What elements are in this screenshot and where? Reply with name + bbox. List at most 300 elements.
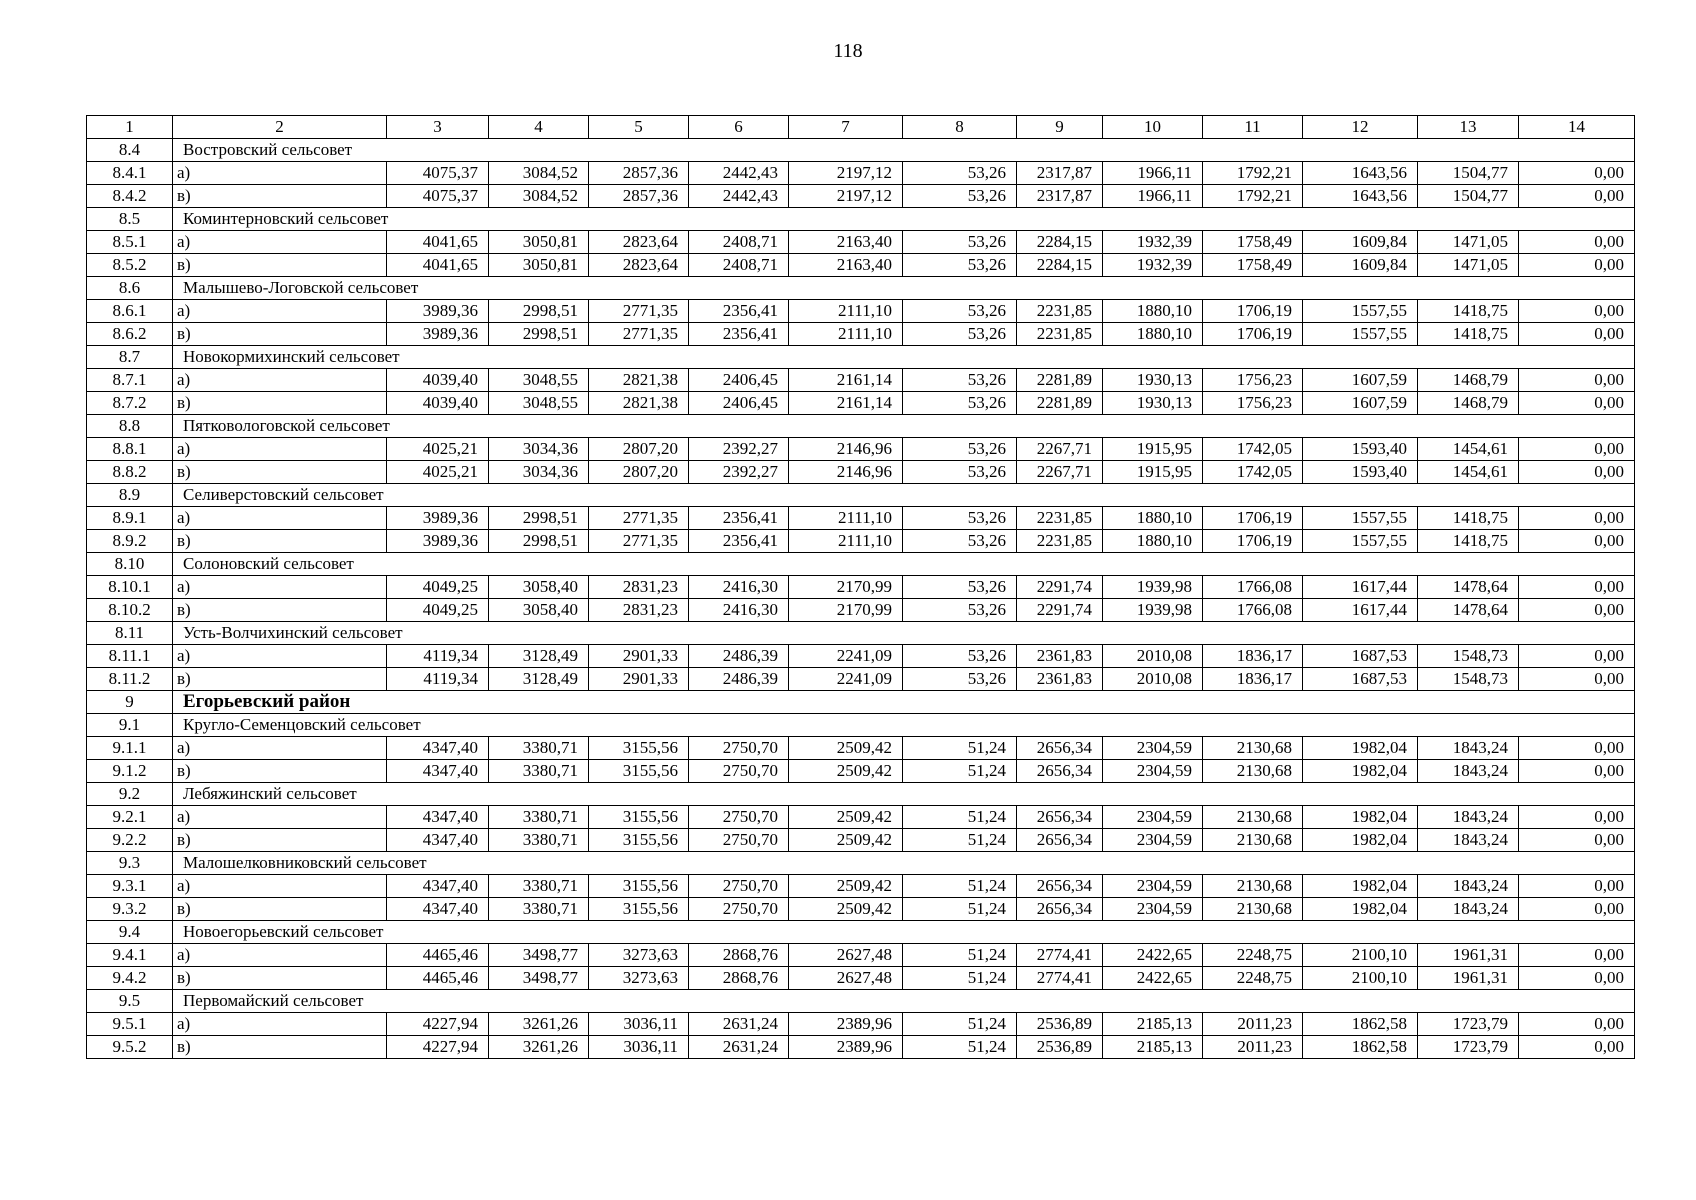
value-cell: 2406,45: [689, 392, 789, 415]
value-cell: 0,00: [1519, 162, 1635, 185]
settlement-row: [87, 139, 1635, 162]
value-cell: 3380,71: [489, 829, 589, 852]
value-cell: 2631,24: [689, 1013, 789, 1036]
value-cell: 2130,68: [1203, 806, 1303, 829]
table-row: [87, 1013, 1635, 1036]
value-cell: 2392,27: [689, 461, 789, 484]
value-cell: 3084,52: [489, 162, 589, 185]
value-cell: 3273,63: [589, 944, 689, 967]
value-cell: 2304,59: [1103, 737, 1203, 760]
row-code-cell: 9.1.2: [87, 760, 173, 783]
settlement-row: [87, 415, 1635, 438]
settlement-name: Первомайский сельсовет: [173, 990, 1635, 1013]
value-cell: 2100,10: [1303, 944, 1418, 967]
settlement-row: [87, 277, 1635, 300]
value-cell: 53,26: [903, 438, 1017, 461]
value-cell: 2406,45: [689, 369, 789, 392]
value-cell: 2356,41: [689, 300, 789, 323]
value-cell: 2857,36: [589, 162, 689, 185]
value-cell: 1454,61: [1418, 461, 1519, 484]
row-label-cell: в): [173, 392, 387, 415]
value-cell: 2509,42: [789, 737, 903, 760]
value-cell: 53,26: [903, 599, 1017, 622]
value-cell: 1723,79: [1418, 1036, 1519, 1059]
value-cell: 1609,84: [1303, 231, 1418, 254]
settlement-name: Селиверстовский сельсовет: [173, 484, 1635, 507]
row-code-cell: 8.10: [87, 553, 173, 576]
value-cell: 2509,42: [789, 760, 903, 783]
value-cell: 2130,68: [1203, 760, 1303, 783]
value-cell: 2197,12: [789, 185, 903, 208]
row-label-cell: в): [173, 829, 387, 852]
value-cell: 2750,70: [689, 760, 789, 783]
value-cell: 1758,49: [1203, 231, 1303, 254]
row-code-cell: 8.6.2: [87, 323, 173, 346]
value-cell: 1548,73: [1418, 668, 1519, 691]
value-cell: 1643,56: [1303, 162, 1418, 185]
value-cell: 1880,10: [1103, 323, 1203, 346]
value-cell: 2317,87: [1017, 162, 1103, 185]
value-cell: 3989,36: [387, 300, 489, 323]
value-cell: 2231,85: [1017, 530, 1103, 553]
value-cell: 1756,23: [1203, 369, 1303, 392]
value-cell: 1478,64: [1418, 576, 1519, 599]
value-cell: 1706,19: [1203, 530, 1303, 553]
table-row: [87, 668, 1635, 691]
value-cell: 2284,15: [1017, 231, 1103, 254]
row-label-cell: в): [173, 1036, 387, 1059]
value-cell: 2130,68: [1203, 875, 1303, 898]
table-row: [87, 645, 1635, 668]
settlement-row: [87, 921, 1635, 944]
row-label-cell: в): [173, 530, 387, 553]
value-cell: 2111,10: [789, 530, 903, 553]
value-cell: 2241,09: [789, 645, 903, 668]
value-cell: 2807,20: [589, 461, 689, 484]
value-cell: 1617,44: [1303, 599, 1418, 622]
table-row: [87, 392, 1635, 415]
value-cell: 1706,19: [1203, 323, 1303, 346]
row-code-cell: 9.4.2: [87, 967, 173, 990]
settlement-row: [87, 714, 1635, 737]
value-cell: 2356,41: [689, 323, 789, 346]
value-cell: 2416,30: [689, 599, 789, 622]
row-code-cell: 9.5.2: [87, 1036, 173, 1059]
value-cell: 3050,81: [489, 254, 589, 277]
value-cell: 1915,95: [1103, 438, 1203, 461]
row-code-cell: 9.4: [87, 921, 173, 944]
value-cell: 3155,56: [589, 806, 689, 829]
value-cell: 4025,21: [387, 438, 489, 461]
value-cell: 1418,75: [1418, 507, 1519, 530]
column-number-header: 14: [1519, 116, 1635, 139]
row-label-cell: а): [173, 507, 387, 530]
value-cell: 0,00: [1519, 668, 1635, 691]
value-cell: 1418,75: [1418, 323, 1519, 346]
value-cell: 3380,71: [489, 806, 589, 829]
value-cell: 1609,84: [1303, 254, 1418, 277]
value-cell: 2284,15: [1017, 254, 1103, 277]
value-cell: 2750,70: [689, 875, 789, 898]
value-cell: 3034,36: [489, 438, 589, 461]
value-cell: 1843,24: [1418, 737, 1519, 760]
table-row: [87, 576, 1635, 599]
value-cell: 0,00: [1519, 507, 1635, 530]
value-cell: 1982,04: [1303, 898, 1418, 921]
value-cell: 2823,64: [589, 254, 689, 277]
value-cell: 3498,77: [489, 944, 589, 967]
value-cell: 1930,13: [1103, 369, 1203, 392]
value-cell: 3155,56: [589, 875, 689, 898]
value-cell: 2304,59: [1103, 760, 1203, 783]
row-label-cell: в): [173, 898, 387, 921]
value-cell: 53,26: [903, 507, 1017, 530]
value-cell: 1617,44: [1303, 576, 1418, 599]
row-label-cell: в): [173, 185, 387, 208]
column-number-header: 5: [589, 116, 689, 139]
row-code-cell: 8.9.1: [87, 507, 173, 530]
value-cell: 3989,36: [387, 323, 489, 346]
value-cell: 53,26: [903, 668, 1017, 691]
value-cell: 2831,23: [589, 576, 689, 599]
value-cell: 51,24: [903, 944, 1017, 967]
value-cell: 2656,34: [1017, 829, 1103, 852]
settlement-name: Коминтерновский сельсовет: [173, 208, 1635, 231]
value-cell: 2901,33: [589, 645, 689, 668]
row-code-cell: 9.2.1: [87, 806, 173, 829]
table-row: [87, 898, 1635, 921]
value-cell: 2356,41: [689, 530, 789, 553]
value-cell: 1766,08: [1203, 576, 1303, 599]
value-cell: 2317,87: [1017, 185, 1103, 208]
value-cell: 2536,89: [1017, 1036, 1103, 1059]
settlement-name: Малошелковниковский сельсовет: [173, 852, 1635, 875]
column-number-header: 13: [1418, 116, 1519, 139]
value-cell: 2831,23: [589, 599, 689, 622]
column-number-header: 12: [1303, 116, 1418, 139]
value-cell: 4347,40: [387, 875, 489, 898]
row-label-cell: а): [173, 231, 387, 254]
value-cell: 53,26: [903, 576, 1017, 599]
value-cell: 2111,10: [789, 323, 903, 346]
value-cell: 2267,71: [1017, 461, 1103, 484]
value-cell: 3155,56: [589, 898, 689, 921]
column-number-header: 8: [903, 116, 1017, 139]
value-cell: 2281,89: [1017, 392, 1103, 415]
value-cell: 4347,40: [387, 737, 489, 760]
row-label-cell: а): [173, 438, 387, 461]
value-cell: 2868,76: [689, 944, 789, 967]
value-cell: 3273,63: [589, 967, 689, 990]
value-cell: 2750,70: [689, 898, 789, 921]
row-code-cell: 9.1: [87, 714, 173, 737]
row-label-cell: в): [173, 599, 387, 622]
value-cell: 2774,41: [1017, 967, 1103, 990]
settlement-name: Пятковологовской сельсовет: [173, 415, 1635, 438]
value-cell: 0,00: [1519, 829, 1635, 852]
value-cell: 1471,05: [1418, 231, 1519, 254]
value-cell: 2361,83: [1017, 668, 1103, 691]
value-cell: 2857,36: [589, 185, 689, 208]
value-cell: 3261,26: [489, 1013, 589, 1036]
value-cell: 2170,99: [789, 599, 903, 622]
row-code-cell: 8.11.1: [87, 645, 173, 668]
value-cell: 51,24: [903, 737, 1017, 760]
value-cell: 3128,49: [489, 645, 589, 668]
value-cell: 2197,12: [789, 162, 903, 185]
value-cell: 0,00: [1519, 461, 1635, 484]
value-cell: 1843,24: [1418, 898, 1519, 921]
value-cell: 1478,64: [1418, 599, 1519, 622]
value-cell: 4041,65: [387, 254, 489, 277]
value-cell: 2161,14: [789, 369, 903, 392]
value-cell: 0,00: [1519, 1013, 1635, 1036]
value-cell: 2291,74: [1017, 599, 1103, 622]
value-cell: 0,00: [1519, 438, 1635, 461]
value-cell: 1982,04: [1303, 875, 1418, 898]
value-cell: 53,26: [903, 530, 1017, 553]
value-cell: 0,00: [1519, 530, 1635, 553]
value-cell: 2656,34: [1017, 898, 1103, 921]
table-row: [87, 300, 1635, 323]
value-cell: 2536,89: [1017, 1013, 1103, 1036]
table-row: [87, 944, 1635, 967]
value-cell: 51,24: [903, 898, 1017, 921]
table-row: [87, 530, 1635, 553]
value-cell: 3261,26: [489, 1036, 589, 1059]
table-row: [87, 875, 1635, 898]
row-code-cell: 9.5: [87, 990, 173, 1013]
value-cell: 1706,19: [1203, 507, 1303, 530]
column-number-header: 4: [489, 116, 589, 139]
row-code-cell: 9.2: [87, 783, 173, 806]
value-cell: 0,00: [1519, 231, 1635, 254]
value-cell: 2304,59: [1103, 875, 1203, 898]
row-code-cell: 8.9.2: [87, 530, 173, 553]
value-cell: 1836,17: [1203, 668, 1303, 691]
row-label-cell: в): [173, 323, 387, 346]
value-cell: 1961,31: [1418, 967, 1519, 990]
value-cell: 4049,25: [387, 576, 489, 599]
value-cell: 2163,40: [789, 254, 903, 277]
column-number-header: 10: [1103, 116, 1203, 139]
settlement-row: [87, 990, 1635, 1013]
value-cell: 2509,42: [789, 875, 903, 898]
value-cell: 2304,59: [1103, 898, 1203, 921]
value-cell: 0,00: [1519, 806, 1635, 829]
value-cell: 1843,24: [1418, 806, 1519, 829]
value-cell: 2771,35: [589, 323, 689, 346]
value-cell: 1593,40: [1303, 438, 1418, 461]
value-cell: 3084,52: [489, 185, 589, 208]
value-cell: 1880,10: [1103, 300, 1203, 323]
value-cell: 2248,75: [1203, 944, 1303, 967]
row-code-cell: 8.8.2: [87, 461, 173, 484]
value-cell: 1557,55: [1303, 323, 1418, 346]
value-cell: 0,00: [1519, 1036, 1635, 1059]
table-row: [87, 369, 1635, 392]
value-cell: 1643,56: [1303, 185, 1418, 208]
value-cell: 3380,71: [489, 737, 589, 760]
table-row: [87, 1036, 1635, 1059]
value-cell: 3380,71: [489, 898, 589, 921]
value-cell: 2389,96: [789, 1013, 903, 1036]
settlement-name: Солоновский сельсовет: [173, 553, 1635, 576]
value-cell: 3036,11: [589, 1036, 689, 1059]
value-cell: 51,24: [903, 1013, 1017, 1036]
value-cell: 1915,95: [1103, 461, 1203, 484]
value-cell: 1504,77: [1418, 185, 1519, 208]
value-cell: 2267,71: [1017, 438, 1103, 461]
value-cell: 3058,40: [489, 576, 589, 599]
settlement-row: [87, 346, 1635, 369]
value-cell: 2627,48: [789, 944, 903, 967]
value-cell: 2146,96: [789, 438, 903, 461]
value-cell: 0,00: [1519, 323, 1635, 346]
value-cell: 53,26: [903, 231, 1017, 254]
value-cell: 2750,70: [689, 829, 789, 852]
row-code-cell: 8.4.2: [87, 185, 173, 208]
settlement-row: [87, 208, 1635, 231]
value-cell: 2627,48: [789, 967, 903, 990]
value-cell: 2998,51: [489, 323, 589, 346]
row-code-cell: 9.3.2: [87, 898, 173, 921]
value-cell: 3058,40: [489, 599, 589, 622]
value-cell: 2185,13: [1103, 1036, 1203, 1059]
value-cell: 4039,40: [387, 392, 489, 415]
value-cell: 4025,21: [387, 461, 489, 484]
value-cell: 2416,30: [689, 576, 789, 599]
settlement-name: Новоегорьевский сельсовет: [173, 921, 1635, 944]
value-cell: 1932,39: [1103, 254, 1203, 277]
value-cell: 2361,83: [1017, 645, 1103, 668]
row-code-cell: 9.3: [87, 852, 173, 875]
value-cell: 1843,24: [1418, 760, 1519, 783]
value-cell: 1982,04: [1303, 829, 1418, 852]
column-number-header: 3: [387, 116, 489, 139]
table-row: [87, 760, 1635, 783]
row-code-cell: 8.8.1: [87, 438, 173, 461]
value-cell: 4347,40: [387, 898, 489, 921]
value-cell: 4347,40: [387, 829, 489, 852]
value-cell: 4049,25: [387, 599, 489, 622]
row-code-cell: 8.6: [87, 277, 173, 300]
value-cell: 1966,11: [1103, 162, 1203, 185]
value-cell: 1418,75: [1418, 530, 1519, 553]
row-label-cell: в): [173, 760, 387, 783]
value-cell: 2771,35: [589, 300, 689, 323]
value-cell: 1548,73: [1418, 645, 1519, 668]
settlement-name: Новокормихинский сельсовет: [173, 346, 1635, 369]
district-row: [87, 691, 1635, 714]
value-cell: 2170,99: [789, 576, 903, 599]
value-cell: 3048,55: [489, 392, 589, 415]
table-row: [87, 231, 1635, 254]
row-label-cell: а): [173, 300, 387, 323]
value-cell: 3380,71: [489, 875, 589, 898]
table-row: [87, 323, 1635, 346]
row-label-cell: а): [173, 162, 387, 185]
row-code-cell: 8.7.1: [87, 369, 173, 392]
value-cell: 0,00: [1519, 185, 1635, 208]
value-cell: 0,00: [1519, 369, 1635, 392]
value-cell: 2130,68: [1203, 829, 1303, 852]
value-cell: 2291,74: [1017, 576, 1103, 599]
value-cell: 4465,46: [387, 944, 489, 967]
value-cell: 2771,35: [589, 530, 689, 553]
settlement-name: Малышево-Логовской сельсовет: [173, 277, 1635, 300]
row-label-cell: в): [173, 668, 387, 691]
value-cell: 1880,10: [1103, 530, 1203, 553]
row-code-cell: 9.1.1: [87, 737, 173, 760]
value-cell: 2389,96: [789, 1036, 903, 1059]
value-cell: 1593,40: [1303, 461, 1418, 484]
row-code-cell: 9.3.1: [87, 875, 173, 898]
value-cell: 1961,31: [1418, 944, 1519, 967]
value-cell: 2248,75: [1203, 967, 1303, 990]
row-label-cell: в): [173, 967, 387, 990]
value-cell: 4227,94: [387, 1036, 489, 1059]
row-label-cell: а): [173, 875, 387, 898]
row-label-cell: а): [173, 806, 387, 829]
settlement-row: [87, 783, 1635, 806]
value-cell: 1607,59: [1303, 392, 1418, 415]
value-cell: 2408,71: [689, 254, 789, 277]
value-cell: 2111,10: [789, 300, 903, 323]
value-cell: 2442,43: [689, 185, 789, 208]
value-cell: 2998,51: [489, 507, 589, 530]
value-cell: 3036,11: [589, 1013, 689, 1036]
table-row: [87, 438, 1635, 461]
value-cell: 1706,19: [1203, 300, 1303, 323]
value-cell: 51,24: [903, 967, 1017, 990]
value-cell: 2750,70: [689, 737, 789, 760]
value-cell: 1966,11: [1103, 185, 1203, 208]
value-cell: 4227,94: [387, 1013, 489, 1036]
value-cell: 3128,49: [489, 668, 589, 691]
value-cell: 4119,34: [387, 668, 489, 691]
value-cell: 53,26: [903, 323, 1017, 346]
value-cell: 53,26: [903, 185, 1017, 208]
value-cell: 4039,40: [387, 369, 489, 392]
value-cell: 3155,56: [589, 737, 689, 760]
row-code-cell: 8.10.1: [87, 576, 173, 599]
value-cell: 1843,24: [1418, 875, 1519, 898]
value-cell: 2011,23: [1203, 1036, 1303, 1059]
column-number-header: 1: [87, 116, 173, 139]
table-row: [87, 507, 1635, 530]
row-label-cell: а): [173, 645, 387, 668]
value-cell: 2231,85: [1017, 323, 1103, 346]
row-code-cell: 8.7: [87, 346, 173, 369]
table-row: [87, 461, 1635, 484]
value-cell: 2656,34: [1017, 806, 1103, 829]
value-cell: 51,24: [903, 760, 1017, 783]
value-cell: 2656,34: [1017, 760, 1103, 783]
row-label-cell: а): [173, 737, 387, 760]
value-cell: 2185,13: [1103, 1013, 1203, 1036]
row-code-cell: 9.5.1: [87, 1013, 173, 1036]
value-cell: 0,00: [1519, 875, 1635, 898]
header-row: [87, 116, 1635, 139]
value-cell: 53,26: [903, 645, 1017, 668]
value-cell: 2408,71: [689, 231, 789, 254]
value-cell: 1557,55: [1303, 530, 1418, 553]
value-cell: 3989,36: [387, 507, 489, 530]
settlement-row: [87, 852, 1635, 875]
column-number-header: 7: [789, 116, 903, 139]
value-cell: 1880,10: [1103, 507, 1203, 530]
